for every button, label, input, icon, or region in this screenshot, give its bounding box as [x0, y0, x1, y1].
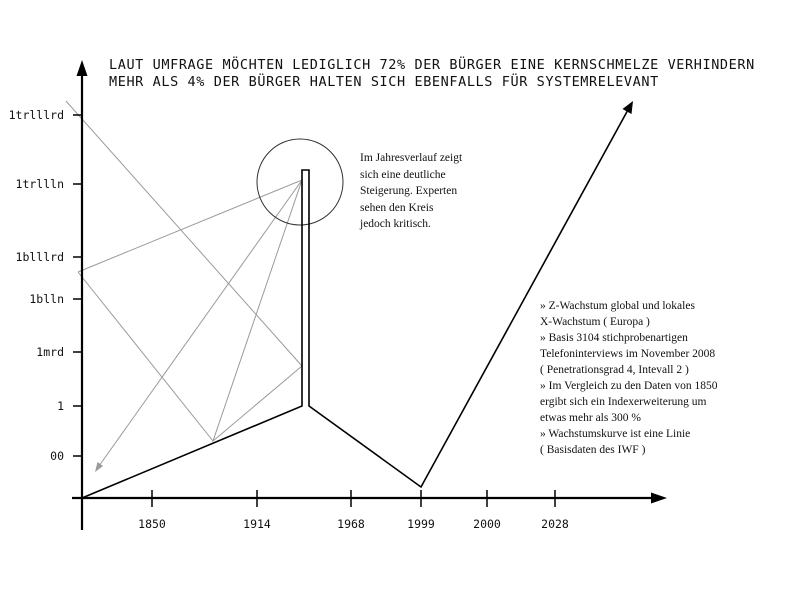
x-tick-label-3: 1968 — [337, 517, 365, 531]
note-line-4: Telefoninterviews im November 2008 — [540, 348, 716, 360]
helper-arrowhead — [95, 462, 103, 472]
x-tick-label-2: 1914 — [243, 517, 271, 531]
y-tick-label-5: 1blllrd — [15, 250, 64, 264]
y-axis-arrow — [77, 60, 88, 76]
note-line-6: » Im Vergleich zu den Daten von 1850 — [540, 380, 718, 392]
note-line-9: » Wachstumskurve ist eine Linie — [540, 428, 691, 440]
main-line-arrowhead — [623, 101, 634, 114]
y-tick-label-2: 1 — [57, 399, 64, 413]
x-axis-arrow — [651, 493, 667, 504]
y-tick-label-1: 00 — [50, 449, 64, 463]
note-line-10: ( Basisdaten des IWF ) — [540, 444, 646, 456]
annotation-line-4: sehen den Kreis — [360, 201, 434, 214]
annotation-line-2: sich eine deutliche — [360, 168, 446, 181]
note-line-1: » Z-Wachstum global und lokales — [540, 300, 695, 312]
y-tick-label-3: 1mrd — [36, 345, 64, 359]
x-tick-label-1: 1850 — [138, 517, 166, 531]
chart-title-line-1: LAUT UMFRAGE MÖCHTEN LEDIGLICH 72% DER BÜRGER EINE KERNSCHMELZE VERHINDERN — [109, 57, 755, 73]
note-line-3: » Basis 3104 stichprobenartigen — [540, 332, 688, 344]
annotation-line-5: jedoch kritisch. — [360, 218, 431, 230]
axes — [72, 60, 667, 530]
y-tick-label-4: 1blln — [29, 292, 64, 306]
annotation-line-3: Steigerung. Experten — [360, 185, 458, 197]
x-tick-label-5: 2000 — [473, 517, 501, 531]
annotation-line-1: Im Jahresverlauf zeigt — [360, 152, 463, 164]
note-line-5: ( Penetrationsgrad 4, Intevall 2 ) — [540, 364, 689, 376]
helper-line-2 — [78, 180, 302, 441]
x-tick-label-4: 1999 — [407, 517, 435, 531]
helper-line-4 — [99, 180, 302, 466]
helper-line-1 — [66, 101, 302, 366]
x-tick-label-6: 2028 — [541, 517, 569, 531]
y-tick-label-6: 1trllln — [15, 177, 64, 191]
note-line-7: ergibt sich ein Indexerweiterung um — [540, 396, 707, 408]
y-tick-label-7: 1trlllrd — [8, 108, 64, 122]
note-line-8: etwas mehr als 300 % — [540, 412, 641, 424]
chart-title-line-2: MEHR ALS 4% DER BÜRGER HALTEN SICH EBENFALLS FÜR SYSTEMRELEVANT — [109, 74, 659, 90]
note-line-2: X-Wachstum ( Europa ) — [540, 316, 650, 328]
helper-line-3 — [78, 272, 213, 441]
notes-block — [540, 298, 770, 458]
circle-annotation — [360, 150, 510, 233]
